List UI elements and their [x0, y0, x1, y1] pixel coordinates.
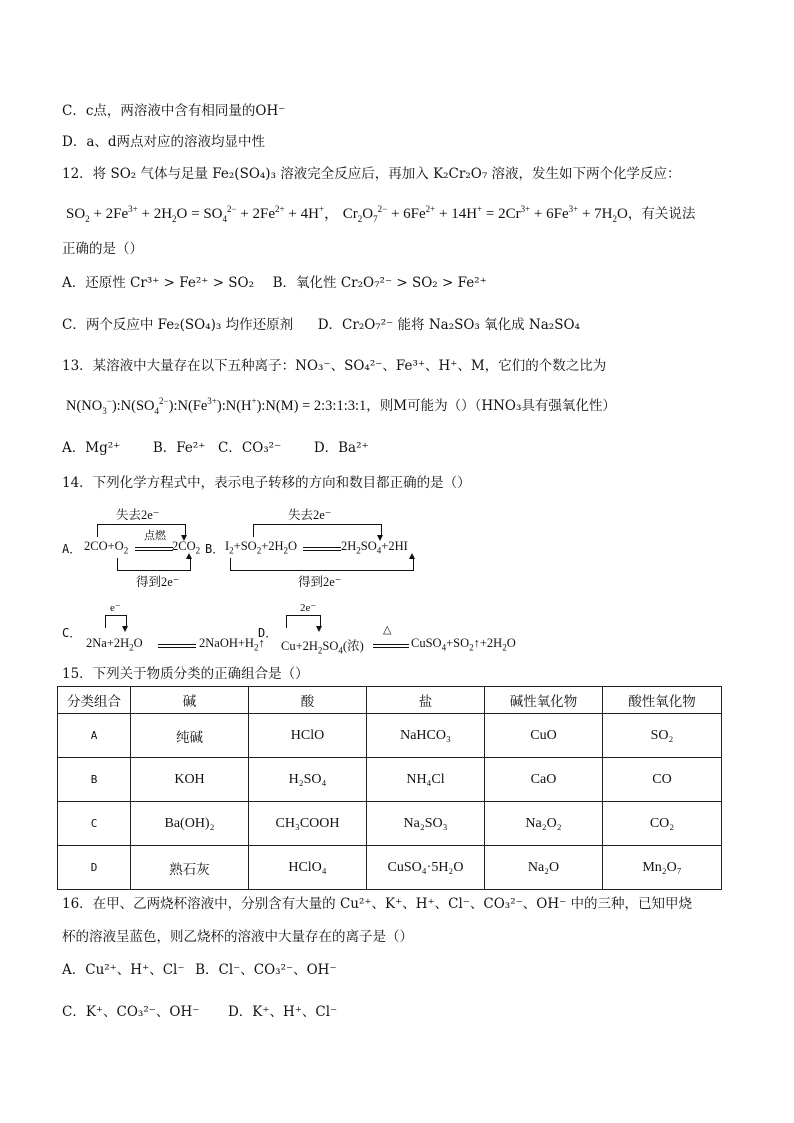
q15-stem: 15．下列关于物质分类的正确组合是（）: [62, 666, 309, 682]
q16-stem: 16．在甲、乙两烧杯溶液中，分别含有大量的 Cu²⁺、K⁺、H⁺、Cl⁻、CO₃²⁻、OH⁻ 中的三种，已知甲烧: [62, 896, 693, 912]
table-cell: B: [58, 758, 131, 802]
q12-option-c: C．两个反应中 Fe₂(SO₄)₃ 均作还原剂: [62, 317, 294, 333]
q13-ratio-line: [66, 396, 616, 416]
q14-d-e-label: 2e⁻: [300, 602, 317, 614]
q12-equation-2: $Cr_2O_7^{2-} + 6Fe^{2+} + 14H^+ = 2Cr^{3+} + 6Fe^{3+} + 7H_2O$: [342, 204, 628, 224]
q14-option-c-diagram: [62, 600, 265, 655]
q16-stem-2: 杯的溶液呈蓝色，则乙烧杯的溶液中大量存在的离子是（）: [62, 929, 413, 945]
q14-a-lose-bracket: [97, 524, 186, 537]
q14-b-lose-bracket: [253, 524, 382, 537]
table-header: 分类组合: [58, 687, 131, 714]
q14-option-d-diagram: [258, 600, 538, 655]
q14-c-arrow: [122, 626, 128, 632]
table-cell: H₂SO₄: [249, 758, 367, 802]
table-header: 酸: [249, 687, 367, 714]
q13-option-c: C．CO₃²⁻: [218, 440, 282, 456]
q14-d-label: D．: [258, 626, 278, 640]
table-header: 碱性氧化物: [485, 687, 603, 714]
table-cell: KOH: [131, 758, 249, 802]
table-header: 碱: [131, 687, 249, 714]
table-cell: A: [58, 714, 131, 758]
table-cell: CaO: [485, 758, 603, 802]
q16-options-cd: [62, 1002, 337, 1022]
q14-b-gain-arrow: [409, 553, 415, 559]
q13-ratio-tail: ，则M可能为（）（HNO₃具有强氧化性）: [366, 398, 616, 414]
q14-b-equals: [303, 547, 341, 551]
table-row: [58, 846, 722, 890]
table-cell: CO₂: [603, 802, 722, 846]
q14-b-lose-label: 失去2e⁻: [288, 508, 332, 522]
q14-b-equation-left: $I_2+SO_2+2H_2O$: [225, 539, 298, 556]
q14-a-label: A．: [62, 542, 82, 556]
q14-d-equation-right: $CuSO_4+SO_2↑+2H_2O$: [411, 636, 516, 653]
q12-eq-tail: ，有关说法: [627, 206, 696, 222]
q14-option-b-diagram: [205, 500, 435, 590]
q12-option-b: B．氧化性 Cr₂O₇²⁻ > SO₂ > Fe²⁺: [272, 275, 487, 291]
q13-stem: 13．某溶液中大量存在以下五种离子：NO₃⁻、SO₄²⁻、Fe³⁺、H⁺、M，它们的个数之比为: [62, 358, 607, 374]
q14-d-condition: △: [383, 624, 392, 636]
table-header: 盐: [367, 687, 485, 714]
q14-c-label: C．: [62, 626, 82, 640]
q14-a-equation-right: $2CO_2$: [172, 539, 201, 556]
q12-stem-2: 正确的是（）: [62, 241, 143, 257]
q14-c-equation-left: $2Na+2H_2O$: [86, 636, 143, 653]
table-cell: CuO: [485, 714, 603, 758]
q12-stem: 12．将 SO₂ 气体与足量 Fe₂(SO₄)₃ 溶液完全反应后，再加入 K₂Cr₂O₇ 溶液，发生如下两个化学反应：: [62, 166, 681, 182]
table-cell: Na₂O₂: [485, 802, 603, 846]
q14-b-label: B．: [205, 542, 225, 556]
q16-option-b: B．Cl⁻、CO₃²⁻、OH⁻: [195, 962, 337, 978]
q12-equation-1: $SO_2 + 2Fe^{3+} + 2H_2O = SO_4^{2-} + 2Fe^{2+} + 4H^+$: [66, 204, 324, 224]
q16-option-c: C．K⁺、CO₃²⁻、OH⁻: [62, 1004, 200, 1020]
table-header: 酸性氧化物: [603, 687, 722, 714]
q13-option-d: D．Ba²⁺: [313, 440, 369, 456]
q14-b-gain-label: 得到2e⁻: [298, 575, 342, 589]
q14-b-equation-right: $2H_2SO_4+2HI$: [341, 539, 408, 556]
q14-c-equals: [158, 644, 196, 648]
table-cell: Na₂O: [485, 846, 603, 890]
q13-option-b: B．Fe²⁺: [152, 440, 206, 456]
q11-option-c: C．c点，两溶液中含有相同量的OH⁻: [62, 103, 286, 119]
table-cell: CO: [603, 758, 722, 802]
table-cell: C: [58, 802, 131, 846]
q14-d-arrow: [316, 626, 322, 632]
table-header-row: [58, 687, 722, 714]
q14-a-lose-label: 失去2e⁻: [116, 508, 160, 522]
table-cell: NH₄Cl: [367, 758, 485, 802]
table-cell: HClO: [249, 714, 367, 758]
q14-a-gain-bracket: [117, 558, 191, 571]
q14-d-equals: [373, 644, 409, 648]
table-row: [58, 714, 722, 758]
table-cell: Ba(OH)₂: [131, 802, 249, 846]
table-cell: CuSO₄·5H₂O: [367, 846, 485, 890]
q11-option-d: D．a、d两点对应的溶液均显中性: [62, 134, 266, 150]
table-cell: 熟石灰: [131, 846, 249, 890]
table-cell: D: [58, 846, 131, 890]
table-cell: HClO₄: [249, 846, 367, 890]
q14-d-equation-left: $Cu+2H_2SO_4$(浓): [281, 639, 364, 656]
classification-table: [57, 686, 722, 890]
q14-c-e-label: e⁻: [110, 602, 121, 614]
table-row: [58, 802, 722, 846]
q13-options: [62, 438, 369, 458]
q12-equations: $SO_2 + 2Fe^{3+} + 2H_2O = SO_4^{2-} + 2Fe^{2+} + 4H^+$， $Cr_2O_7^{2-} + 6Fe^{2+} + 14H^+ = 2Cr^{3+} + 6Fe^{3+} + 7H_2O$，有关说法: [66, 204, 696, 224]
q16-options-ab: [62, 960, 337, 980]
table-cell: Mn₂O₇: [603, 846, 722, 890]
table-cell: 纯碱: [131, 714, 249, 758]
table-cell: NaHCO₃: [367, 714, 485, 758]
q14-a-gain-arrow: [186, 553, 192, 559]
q12-options-ab: [62, 273, 487, 293]
table-row: [58, 758, 722, 802]
q12-option-a: A．还原性 Cr³⁺ > Fe²⁺ > SO₂: [62, 275, 255, 291]
q16-option-d: D．K⁺、H⁺、Cl⁻: [227, 1004, 338, 1020]
q14-stem: 14．下列化学方程式中，表示电子转移的方向和数目都正确的是（）: [62, 475, 471, 491]
q12-options-cd: [62, 315, 580, 335]
q13-ratio: $N(NO_3^-):N(SO_4^{2-}):N(Fe^{3+}):N(H^+):N(M)$ = 2:3:1:3:1: [66, 396, 367, 416]
q14-a-gain-label: 得到2e⁻: [136, 575, 180, 589]
q14-a-equation-left: $2CO+O_2$: [84, 539, 129, 556]
q14-a-equals: [135, 547, 173, 551]
table-cell: Na₂SO₃: [367, 802, 485, 846]
q14-option-a-diagram: [62, 500, 225, 590]
q14-a-condition: 点燃: [144, 530, 166, 542]
q16-option-a: A．Cu²⁺、H⁺、Cl⁻: [62, 962, 185, 978]
q14-c-equation-right: $2NaOH+H_2↑$: [199, 636, 265, 653]
q13-option-a: A．Mg²⁺: [62, 440, 121, 456]
q12-option-d: D．Cr₂O₇²⁻ 能将 Na₂SO₃ 氧化成 Na₂SO₄: [317, 317, 580, 333]
table-cell: CH₃COOH: [249, 802, 367, 846]
table-cell: SO₂: [603, 714, 722, 758]
q14-b-gain-bracket: [230, 558, 414, 571]
